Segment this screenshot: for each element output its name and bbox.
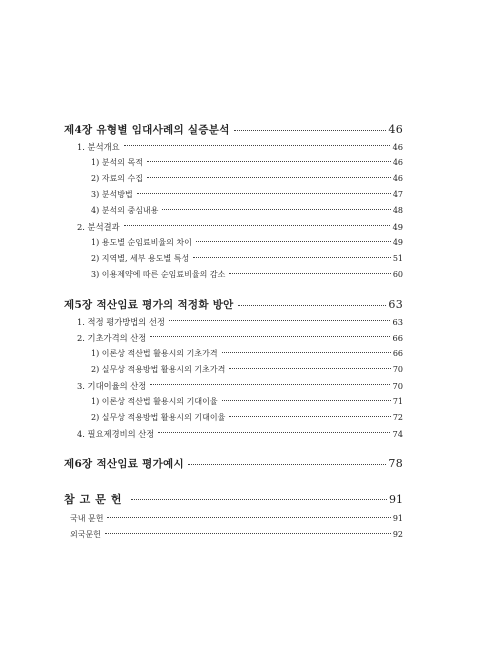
dot-leader [222, 400, 391, 401]
dot-leader [229, 368, 391, 369]
dot-leader [229, 416, 391, 417]
toc-entry-s4-1-1 [91, 159, 403, 167]
toc-entry-s4-2-2 [91, 255, 403, 263]
toc-entry-label: 3) 이용제약에 따른 순임료비율의 감소 [91, 270, 226, 279]
toc-entry-label: 3) 분석방법 [91, 190, 133, 199]
toc-entry-ref-dom [70, 515, 403, 523]
toc-entry-page-number: 66 [392, 333, 403, 343]
toc-entry-ch5 [64, 299, 403, 311]
toc-entry-s5-2-1 [91, 350, 403, 358]
toc-entry-s4-1-3 [91, 191, 403, 199]
toc-entry-s5-4 [77, 430, 403, 438]
toc-entry-page-number: 70 [392, 381, 403, 391]
toc-entry-page-number: 46 [392, 142, 403, 152]
dot-leader [196, 241, 391, 242]
toc-entry-page-number: 91 [389, 493, 403, 506]
toc-entry-s4-1-2 [91, 175, 403, 183]
toc-entry-page-number: 63 [392, 317, 403, 327]
toc-entry-page-number: 70 [392, 365, 403, 374]
toc-entry-page-number: 49 [392, 222, 403, 232]
dot-leader [147, 177, 391, 178]
toc-entry-label: 참고문헌 [64, 493, 127, 506]
dot-leader [150, 384, 390, 385]
dot-leader [124, 225, 391, 226]
toc-entry-label: 2. 기초가격의 산정 [77, 333, 147, 343]
toc-entry-label: 2) 실무상 적용방법 활용시의 기초가격 [91, 365, 226, 374]
toc-entry-page-number: 66 [392, 349, 403, 358]
toc-entry-s5-3 [77, 382, 403, 390]
toc-entry-s4-2 [77, 223, 403, 231]
toc-entry-label: 제5장 적산임료 평가의 적정화 방안 [64, 299, 234, 311]
toc-entry-label: 1) 이론상 적산법 활용시의 기초가격 [91, 349, 218, 358]
dot-leader [147, 161, 391, 162]
toc-entry-label: 제4장 유형별 임대사례의 실증분석 [64, 124, 230, 136]
toc-entry-s4-2-1 [91, 239, 403, 247]
toc-entry-label: 1. 분석개요 [77, 142, 120, 152]
dot-leader [107, 517, 390, 518]
toc-entry-ch6 [64, 458, 403, 470]
toc-entry-page-number: 51 [392, 254, 403, 263]
toc-entry-page-number: 71 [392, 397, 403, 406]
dot-leader [169, 320, 390, 321]
toc-entry-label: 2. 분석결과 [77, 222, 120, 232]
toc-entry-s5-3-2 [91, 414, 403, 422]
toc-entry-refs [64, 494, 403, 505]
toc-entry-page-number: 72 [392, 413, 403, 422]
toc-entry-page-number: 74 [392, 429, 403, 439]
dot-leader [238, 305, 387, 306]
toc-entry-label: 2) 자료의 수집 [91, 174, 143, 183]
toc-entry-ref-for [70, 531, 403, 539]
dot-leader [150, 336, 390, 337]
toc-entry-page-number: 63 [388, 298, 403, 311]
toc-entry-label: 외국문헌 [70, 530, 101, 539]
toc-entry-s4-1-4 [91, 207, 403, 215]
toc-entry-page-number: 47 [392, 190, 403, 199]
toc-entry-label: 1) 용도별 순임료비율의 차이 [91, 238, 192, 247]
toc-entry-label: 1) 이론상 적산법 활용시의 기대이율 [91, 397, 218, 406]
dot-leader [229, 273, 391, 274]
toc-entry-page-number: 60 [392, 270, 403, 279]
toc-entry-label: 제6장 적산임료 평가예시 [64, 458, 184, 470]
toc-entry-page-number: 46 [392, 174, 403, 183]
toc-entry-s5-1 [77, 318, 403, 326]
toc-entry-label: 4) 분석의 중심내용 [91, 206, 159, 215]
toc-entry-s5-2 [77, 334, 403, 342]
dot-leader [162, 209, 390, 210]
dot-leader [193, 257, 391, 258]
toc-entry-page-number: 48 [392, 206, 403, 215]
toc-entry-label: 1) 분석의 목적 [91, 158, 143, 167]
toc-entry-label: 2) 지역별, 세부 용도별 특성 [91, 254, 190, 263]
toc-entry-s4-2-3 [91, 271, 403, 279]
toc-entry-label: 1. 적정 평가방법의 선정 [77, 317, 165, 327]
dot-leader [131, 499, 387, 500]
toc-entry-page-number: 46 [388, 123, 403, 136]
toc-entry-ch4 [64, 124, 403, 136]
dot-leader [158, 432, 390, 433]
toc-entry-page-number: 78 [388, 457, 403, 470]
toc-entry-label: 4. 필요제경비의 산정 [77, 429, 155, 439]
dot-leader [137, 193, 391, 194]
toc-entry-s5-2-2 [91, 366, 403, 374]
dot-leader [222, 352, 391, 353]
toc-entry-label: 국내 문헌 [70, 514, 104, 523]
toc-entry-s5-3-1 [91, 398, 403, 406]
toc-entry-s4-1 [77, 143, 403, 151]
toc-entry-page-number: 46 [392, 158, 403, 167]
dot-leader [105, 533, 391, 534]
toc-entry-page-number: 91 [392, 514, 403, 523]
toc-entry-label: 3. 기대이율의 산정 [77, 381, 147, 391]
toc-entry-label: 2) 실무상 적용방법 활용시의 기대이율 [91, 413, 226, 422]
dot-leader [124, 145, 391, 146]
toc-entry-page-number: 49 [392, 238, 403, 247]
dot-leader [188, 464, 386, 465]
toc-entry-page-number: 92 [392, 530, 403, 539]
dot-leader [234, 130, 387, 131]
